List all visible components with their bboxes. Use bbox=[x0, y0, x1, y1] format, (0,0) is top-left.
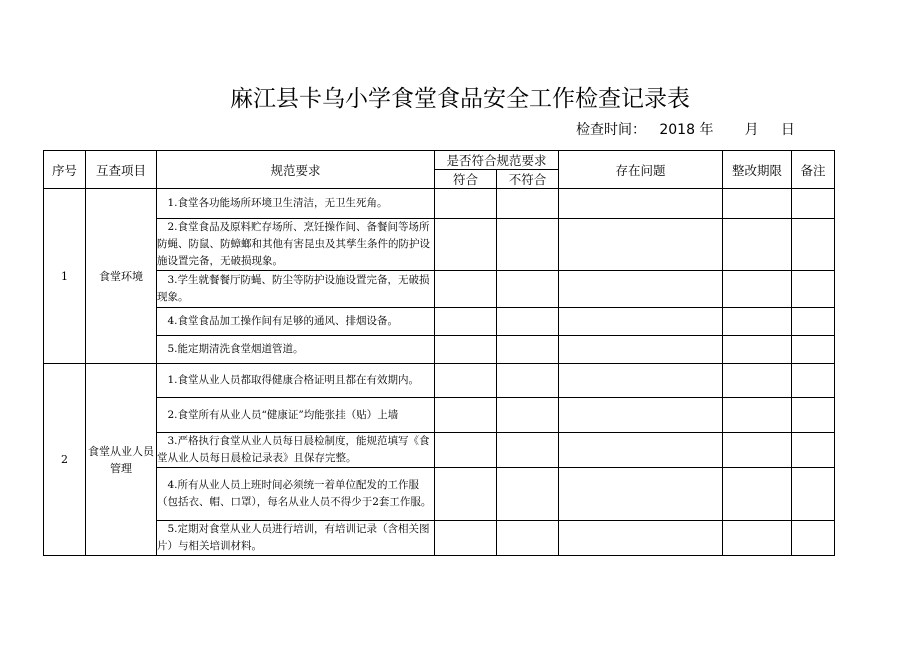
requirement-text: 4.食堂食品加工操作间有足够的通风、排烟设备。 bbox=[157, 308, 435, 336]
section-seq: 1 bbox=[44, 189, 86, 364]
issues-cell[interactable] bbox=[559, 308, 723, 336]
issues-cell[interactable] bbox=[559, 468, 723, 521]
requirement-text: 2.食堂食品及原料贮存场所、烹饪操作间、备餐间等场所防蝇、防鼠、防蟑螂和其他有害昆虫及其孳生条件的防护设施设置完备，无破损现象。 bbox=[157, 219, 435, 271]
table-row bbox=[44, 433, 835, 468]
issues-cell[interactable] bbox=[559, 364, 723, 398]
deadline-cell[interactable] bbox=[723, 336, 792, 364]
deadline-cell[interactable] bbox=[723, 521, 792, 556]
conform-cell[interactable] bbox=[435, 219, 497, 271]
not-conform-cell[interactable] bbox=[497, 468, 559, 521]
header-not-conform: 不符合 bbox=[497, 170, 559, 189]
issues-cell[interactable] bbox=[559, 433, 723, 468]
not-conform-cell[interactable] bbox=[497, 364, 559, 398]
not-conform-cell[interactable] bbox=[497, 433, 559, 468]
conform-cell[interactable] bbox=[435, 189, 497, 219]
remarks-cell[interactable] bbox=[792, 219, 835, 271]
page-title: 麻江县卡乌小学食堂食品安全工作检查记录表 bbox=[230, 86, 690, 112]
table-row bbox=[44, 468, 835, 521]
table-row bbox=[44, 189, 835, 219]
header-conform-group: 是否符合规范要求 bbox=[435, 151, 559, 170]
remarks-cell[interactable] bbox=[792, 433, 835, 468]
issues-cell[interactable] bbox=[559, 271, 723, 308]
not-conform-cell[interactable] bbox=[497, 398, 559, 433]
deadline-cell[interactable] bbox=[723, 364, 792, 398]
header-deadline: 整改期限 bbox=[723, 151, 792, 189]
remarks-cell[interactable] bbox=[792, 308, 835, 336]
remarks-cell[interactable] bbox=[792, 336, 835, 364]
issues-cell[interactable] bbox=[559, 521, 723, 556]
issues-cell[interactable] bbox=[559, 219, 723, 271]
header-item: 互查项目 bbox=[86, 151, 157, 189]
table-row bbox=[44, 336, 835, 364]
table-row bbox=[44, 398, 835, 433]
requirement-text: 5.能定期清洗食堂烟道管道。 bbox=[157, 336, 435, 364]
deadline-cell[interactable] bbox=[723, 219, 792, 271]
not-conform-cell[interactable] bbox=[497, 219, 559, 271]
requirement-text: 3.严格执行食堂从业人员每日晨检制度，能规范填写《食堂从业人员每日晨检记录表》且保存完整。 bbox=[157, 433, 435, 468]
requirement-text: 2.食堂所有从业人员“健康证”均能张挂（贴）上墙 bbox=[157, 398, 435, 433]
inspection-table bbox=[43, 150, 835, 556]
remarks-cell[interactable] bbox=[792, 398, 835, 433]
deadline-cell[interactable] bbox=[723, 398, 792, 433]
not-conform-cell[interactable] bbox=[497, 189, 559, 219]
issues-cell[interactable] bbox=[559, 398, 723, 433]
conform-cell[interactable] bbox=[435, 433, 497, 468]
not-conform-cell[interactable] bbox=[497, 521, 559, 556]
header-row-1 bbox=[44, 151, 835, 170]
deadline-cell[interactable] bbox=[723, 271, 792, 308]
requirement-text: 1.食堂各功能场所环境卫生清洁，无卫生死角。 bbox=[157, 189, 435, 219]
not-conform-cell[interactable] bbox=[497, 336, 559, 364]
check-time-year: 2018 年 bbox=[659, 122, 714, 138]
check-time-label: 检查时间： bbox=[576, 122, 646, 138]
header-conform: 符合 bbox=[435, 170, 497, 189]
conform-cell[interactable] bbox=[435, 308, 497, 336]
section-item: 食堂环境 bbox=[86, 189, 157, 364]
deadline-cell[interactable] bbox=[723, 308, 792, 336]
header-seq: 序号 bbox=[44, 151, 86, 189]
deadline-cell[interactable] bbox=[723, 189, 792, 219]
remarks-cell[interactable] bbox=[792, 271, 835, 308]
table-row bbox=[44, 271, 835, 308]
remarks-cell[interactable] bbox=[792, 364, 835, 398]
section-item: 食堂从业人员管理 bbox=[86, 364, 157, 556]
check-time-day: 日 bbox=[780, 122, 795, 138]
conform-cell[interactable] bbox=[435, 364, 497, 398]
conform-cell[interactable] bbox=[435, 336, 497, 364]
remarks-cell[interactable] bbox=[792, 468, 835, 521]
not-conform-cell[interactable] bbox=[497, 271, 559, 308]
issues-cell[interactable] bbox=[559, 189, 723, 219]
header-remarks: 备注 bbox=[792, 151, 835, 189]
header-requirement: 规范要求 bbox=[157, 151, 435, 189]
section-seq: 2 bbox=[44, 364, 86, 556]
table-row bbox=[44, 364, 835, 398]
table-row bbox=[44, 219, 835, 271]
requirement-text: 1.食堂从业人员都取得健康合格证明且都在有效期内。 bbox=[157, 364, 435, 398]
remarks-cell[interactable] bbox=[792, 521, 835, 556]
conform-cell[interactable] bbox=[435, 521, 497, 556]
conform-cell[interactable] bbox=[435, 398, 497, 433]
check-time bbox=[576, 119, 795, 139]
issues-cell[interactable] bbox=[559, 336, 723, 364]
deadline-cell[interactable] bbox=[723, 433, 792, 468]
remarks-cell[interactable] bbox=[792, 189, 835, 219]
not-conform-cell[interactable] bbox=[497, 308, 559, 336]
conform-cell[interactable] bbox=[435, 271, 497, 308]
conform-cell[interactable] bbox=[435, 468, 497, 521]
requirement-text: 4.所有从业人员上班时间必须统一着单位配发的工作服（包括衣、帽、口罩），每名从业人员不得少于2套工作服。 bbox=[157, 468, 435, 521]
table-row bbox=[44, 521, 835, 556]
check-time-month: 月 bbox=[744, 122, 759, 138]
requirement-text: 5.定期对食堂从业人员进行培训，有培训记录（含相关图片）与相关培训材料。 bbox=[157, 521, 435, 556]
requirement-text: 3.学生就餐餐厅防蝇、防尘等防护设施设置完备，无破损现象。 bbox=[157, 271, 435, 308]
header-issues: 存在问题 bbox=[559, 151, 723, 189]
table-row bbox=[44, 308, 835, 336]
deadline-cell[interactable] bbox=[723, 468, 792, 521]
